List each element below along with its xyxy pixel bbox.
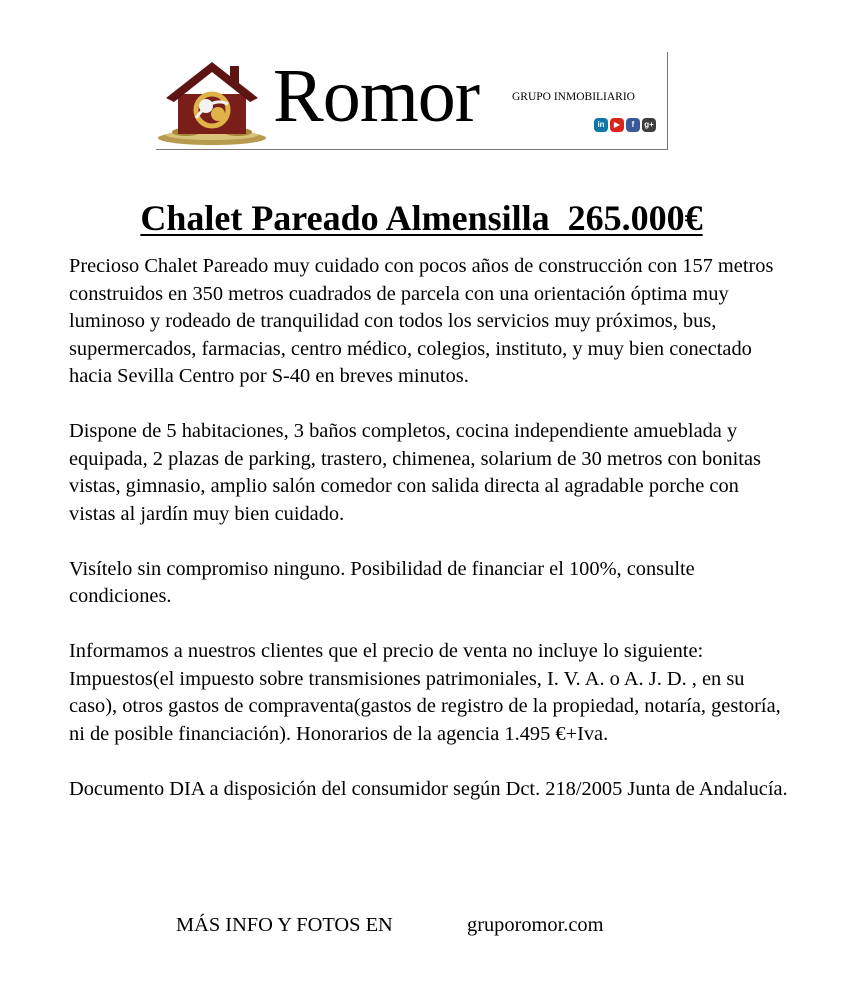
youtube-icon[interactable]: ▶ — [610, 118, 624, 132]
house-logo-icon — [156, 56, 268, 146]
logo-banner — [156, 52, 668, 150]
linkedin-icon[interactable]: in — [594, 118, 608, 132]
website-link[interactable]: gruporomor.com — [467, 914, 604, 936]
features-paragraph: Dispone de 5 habitaciones, 3 baños completos, cocina independiente amueblada y equipada, 2 plazas de parking, trastero, chimenea, solarium de 30 metros con bonitas vistas, gimnasio, amplio salón comedor con salida directa al agradable porche con vistas al jardín muy bien cuidado. — [69, 420, 761, 525]
brand-subtitle: GRUPO INMOBILIARIO — [512, 91, 635, 103]
listing-description — [69, 253, 789, 803]
brand-name: Romor — [273, 54, 480, 138]
price-disclaimer-paragraph: Informamos a nuestros clientes que el precio de venta no incluye lo siguiente: Impuestos(el impuesto sobre transmisiones patrimoniales, I. V. A. o A. J. D. , en su caso), otros gastos de compraventa(gastos de registro de la propiedad, notaría, gestoría, ni de posible financiación). Honorarios de la agencia 1.495 €+Iva. — [69, 640, 781, 745]
listing-title-text: Chalet Pareado Almensilla 265.000€ — [140, 198, 703, 238]
financing-paragraph: Visítelo sin compromiso ninguno. Posibilidad de financiar el 100%, consulte condiciones. — [69, 557, 695, 607]
description-paragraph: Precioso Chalet Pareado muy cuidado con pocos años de construcción con 157 metros construidos en 350 metros cuadrados de parcela con una orientación óptima muy luminoso y rodeado de tranquilidad con todos los servicios muy próximos, bus, supermercados, farmacias, centro médico, colegios, instituto, y muy bien conectado hacia Sevilla Centro por S-40 en breves minutos. — [69, 255, 774, 387]
google-plus-icon[interactable]: g+ — [642, 118, 656, 132]
listing-title — [0, 196, 843, 240]
facebook-icon[interactable]: f — [626, 118, 640, 132]
social-icons — [594, 118, 656, 132]
more-info-label: MÁS INFO Y FOTOS EN — [176, 914, 393, 936]
dia-document-paragraph: Documento DIA a disposición del consumidor según Dct. 218/2005 Junta de Andalucía. — [69, 777, 788, 800]
